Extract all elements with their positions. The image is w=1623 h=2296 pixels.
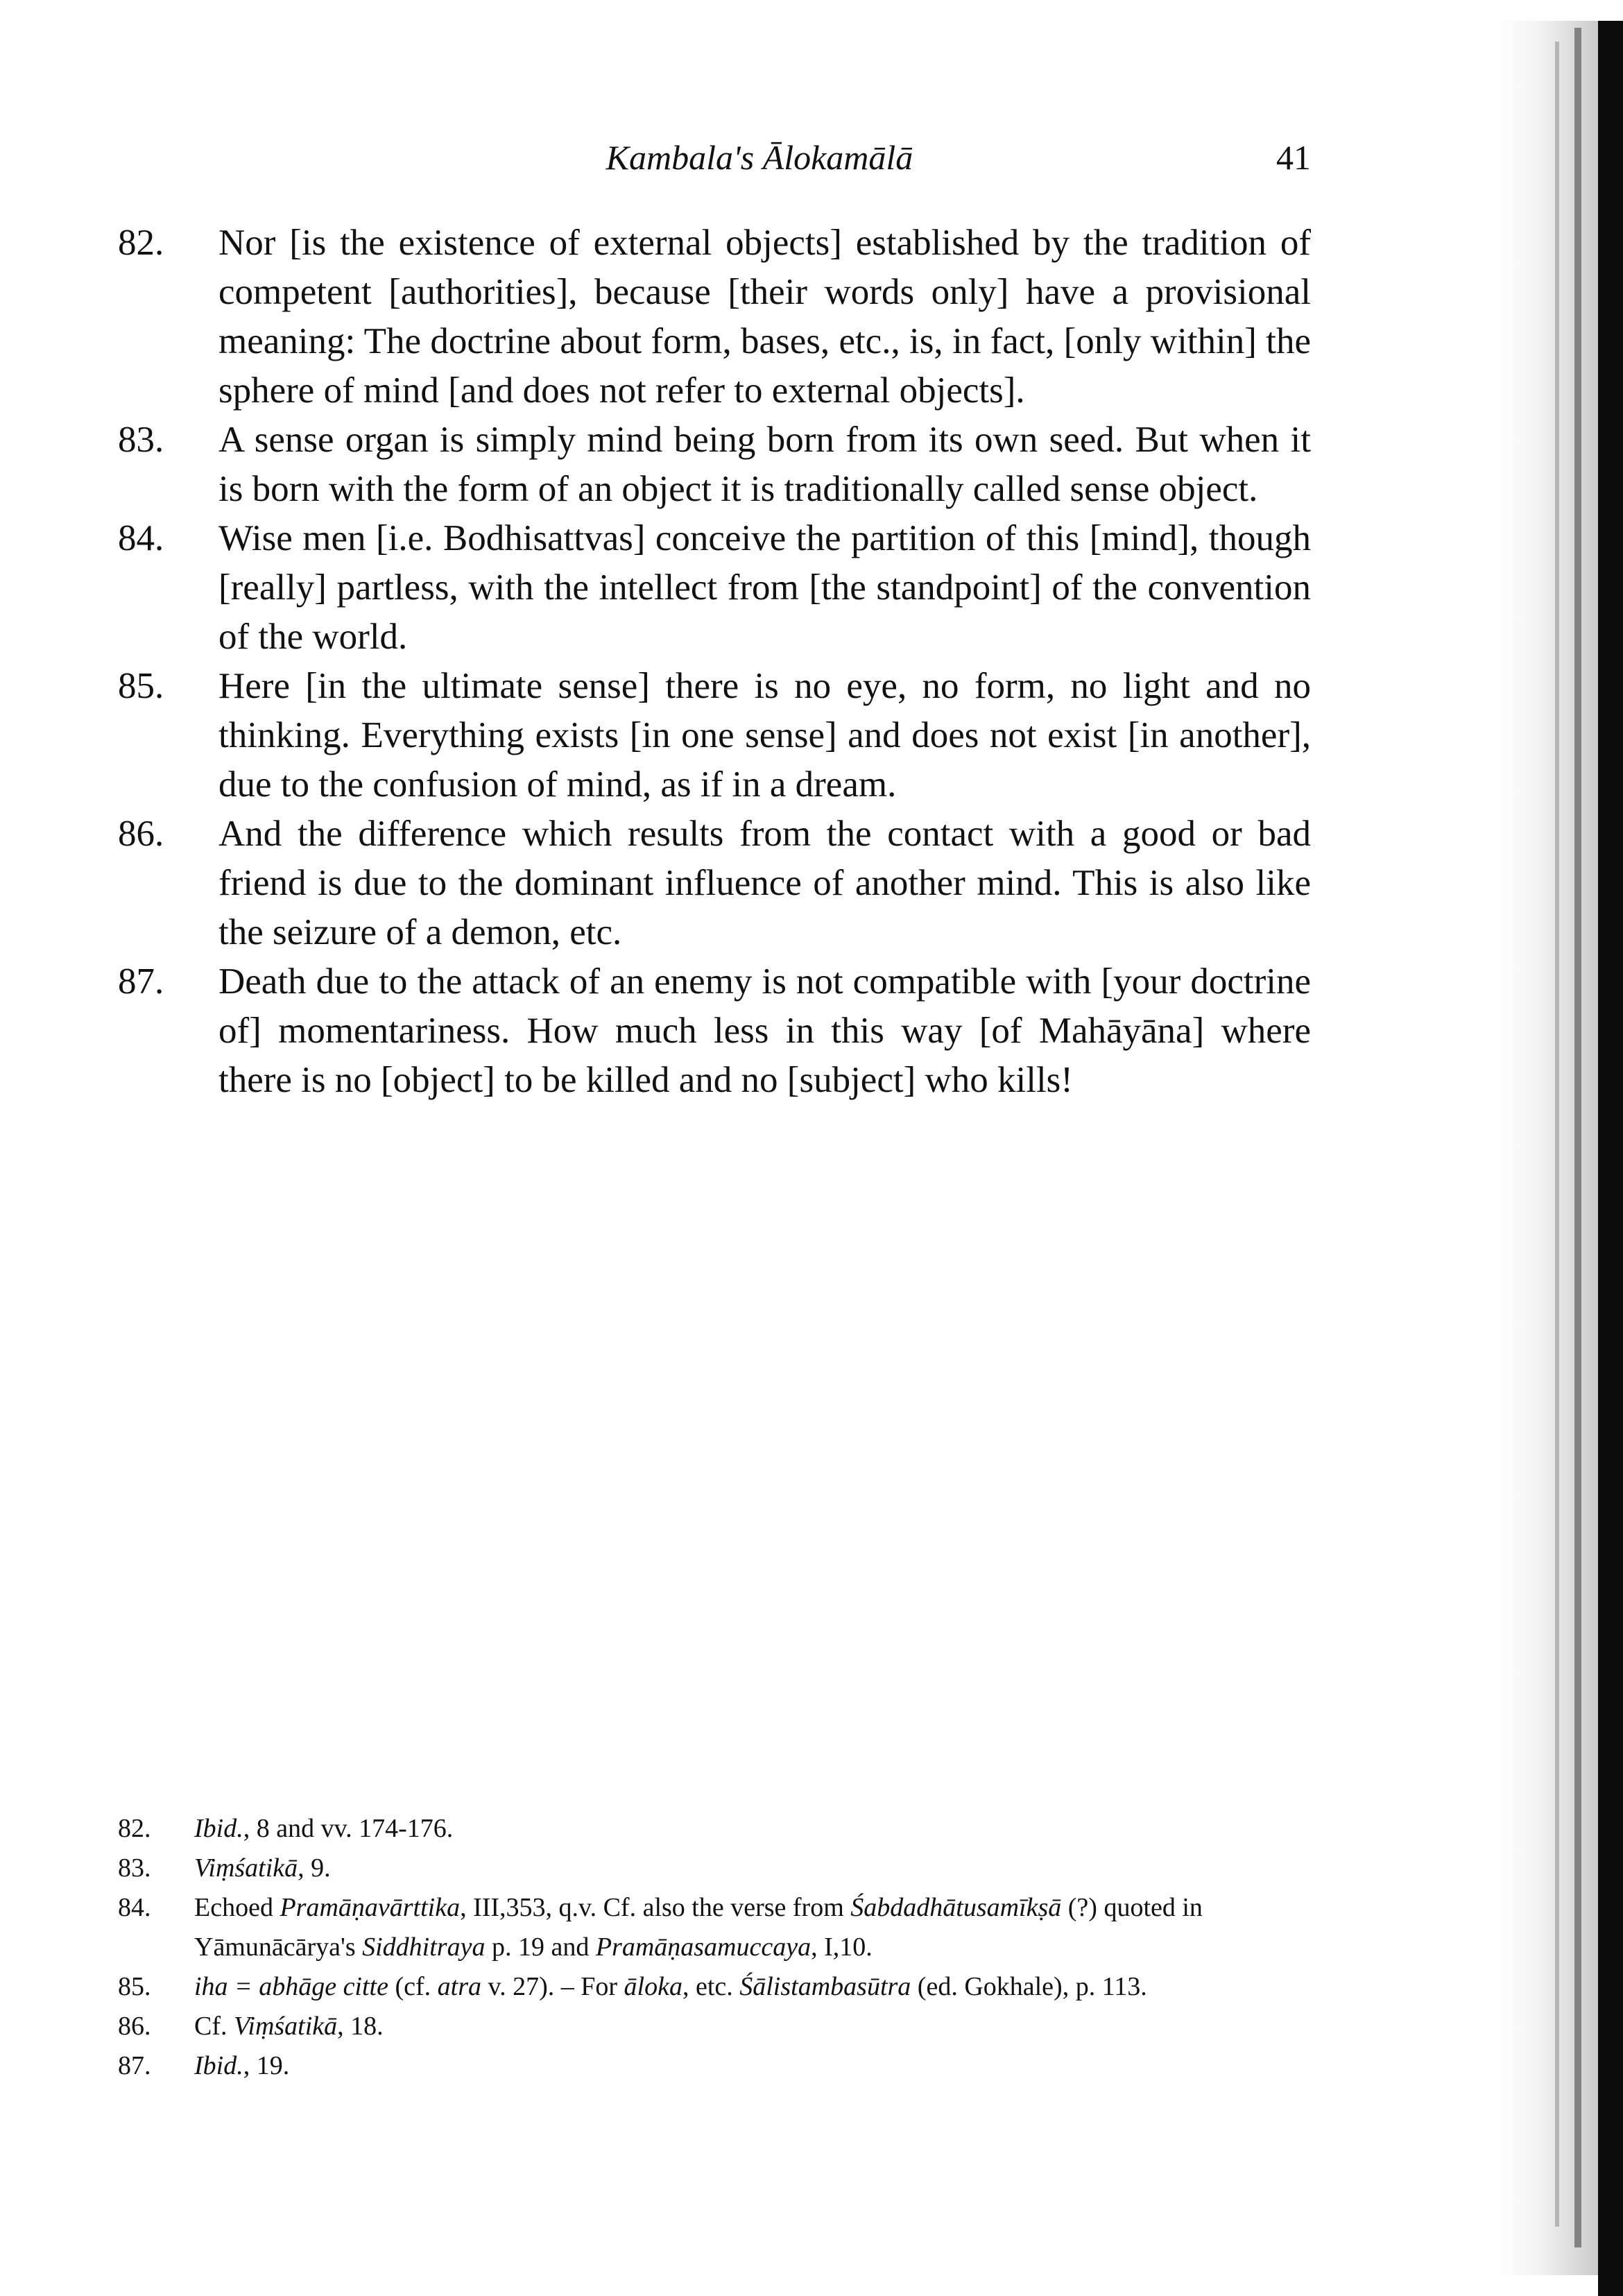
footnote-roman: (ed. Gokhale), p. 113. — [911, 1972, 1147, 2001]
footnote-roman: Cf. — [194, 2012, 234, 2041]
footnote-text — [194, 2007, 1311, 2046]
verse-number: 82. — [118, 223, 164, 263]
verse-87 — [118, 957, 1311, 1105]
footnote-roman: Echoed — [194, 1893, 280, 1922]
footnote-number: 82. — [118, 1814, 151, 1843]
verse-number: 86. — [118, 814, 164, 854]
verse-number: 83. — [118, 420, 164, 460]
verse-83 — [118, 415, 1311, 514]
footnote-italic: Viṃśatikā — [234, 2012, 338, 2041]
footnote-italic: Śabdadhātusamīkṣā — [850, 1893, 1062, 1922]
running-header — [208, 133, 1311, 182]
footnote-italic: Śālistambasūtra — [739, 1972, 911, 2001]
page-number: 41 — [1276, 138, 1311, 177]
verse-number: 84. — [118, 518, 164, 558]
verse-text: Wise men [i.e. Bodhisattvas] conceive the partition of this [mind], though [really] partless, with the intellect from [the standpoint] of the convention of the world. — [218, 518, 1311, 657]
footnote-text — [194, 1849, 1311, 1888]
verse-list — [118, 219, 1311, 1105]
footnote-roman: (?) quoted in Yāmunācārya's — [194, 1893, 1203, 1962]
footnote-italic: Pramāṇasamuccaya — [595, 1933, 812, 1962]
footnote-text — [194, 1809, 1311, 1849]
footnote-roman: (cf. — [388, 1972, 438, 2001]
footnote-number: 87. — [118, 2051, 151, 2080]
verse-number: 85. — [118, 666, 164, 706]
footnote-italic: Pramāṇavārttika — [280, 1893, 461, 1922]
running-title: Kambala's Ālokamālā — [606, 138, 913, 177]
footnote-number: 84. — [118, 1893, 151, 1922]
verse-85 — [118, 662, 1311, 809]
verse-text: Here [in the ultimate sense] there is no eye, no form, no light and no thinking. Everything exists [in one sense] and does not exist [in another], due to the confusion of mind, as if in a dream. — [218, 666, 1311, 805]
footnote-roman: , 18. — [337, 2012, 384, 2041]
footnote-text — [194, 1888, 1311, 1967]
footnote-roman: , 8 and vv. 174-176. — [243, 1814, 454, 1843]
verse-text: And the difference which results from the contact with a good or bad friend is due to the dominant influence of another mind. This is also like the seizure of a demon, etc. — [218, 814, 1311, 952]
footnote-83 — [118, 1849, 1311, 1888]
scan-edge-line — [1574, 28, 1581, 2247]
scan-edge-shadow — [1498, 21, 1602, 2275]
footnotes — [118, 1809, 1311, 2086]
footnote-italic: atra — [437, 1972, 482, 2001]
scan-edge-line — [1555, 42, 1559, 2227]
footnote-text — [194, 1967, 1311, 2007]
footnote-roman: , 19. — [243, 2051, 290, 2080]
footnote-84 — [118, 1888, 1311, 1967]
footnote-82 — [118, 1809, 1311, 1849]
footnote-87 — [118, 2046, 1311, 2086]
footnote-85 — [118, 1967, 1311, 2007]
footnote-italic: āloka — [624, 1972, 682, 2001]
scan-edge-bar — [1598, 21, 1623, 2296]
verse-84 — [118, 514, 1311, 662]
footnote-roman: v. 27). – For — [481, 1972, 624, 2001]
footnote-roman: , III,353, q.v. Cf. also the verse from — [460, 1893, 851, 1922]
verse-text: Nor [is the existence of external objects] established by the tradition of competent [authorities], because [their words only] have a provisional meaning: The doctrine about form, bases, etc., is, in fact, [only within] the sphere of mind [and does not refer to external objects]. — [218, 223, 1311, 411]
verse-text: Death due to the attack of an enemy is not compatible with [your doctrine of] momentariness. How much less in this way [of Mahāyāna] where there is no [object] to be killed and no [subject] who kills! — [218, 961, 1311, 1100]
footnote-roman: , 9. — [298, 1853, 331, 1883]
footnote-text — [194, 2046, 1311, 2086]
verse-number: 87. — [118, 961, 164, 1002]
footnote-roman: p. 19 and — [485, 1933, 596, 1962]
verse-82 — [118, 219, 1311, 415]
footnote-number: 86. — [118, 2012, 151, 2041]
footnote-italic: iha = abhāge citte — [194, 1972, 388, 2001]
footnote-italic: Ibid. — [194, 1814, 243, 1843]
verse-text: A sense organ is simply mind being born from its own seed. But when it is born with the form of an object it is traditionally called sense object. — [218, 420, 1311, 509]
footnote-86 — [118, 2007, 1311, 2046]
footnote-italic: Siddhitraya — [362, 1933, 486, 1962]
footnote-roman: , etc. — [682, 1972, 740, 2001]
verse-86 — [118, 809, 1311, 957]
footnote-number: 85. — [118, 1972, 151, 2001]
footnote-italic: Ibid. — [194, 2051, 243, 2080]
footnote-italic: Viṃśatikā — [194, 1853, 298, 1883]
footnote-roman: , I,10. — [811, 1933, 873, 1962]
footnote-number: 83. — [118, 1853, 151, 1883]
